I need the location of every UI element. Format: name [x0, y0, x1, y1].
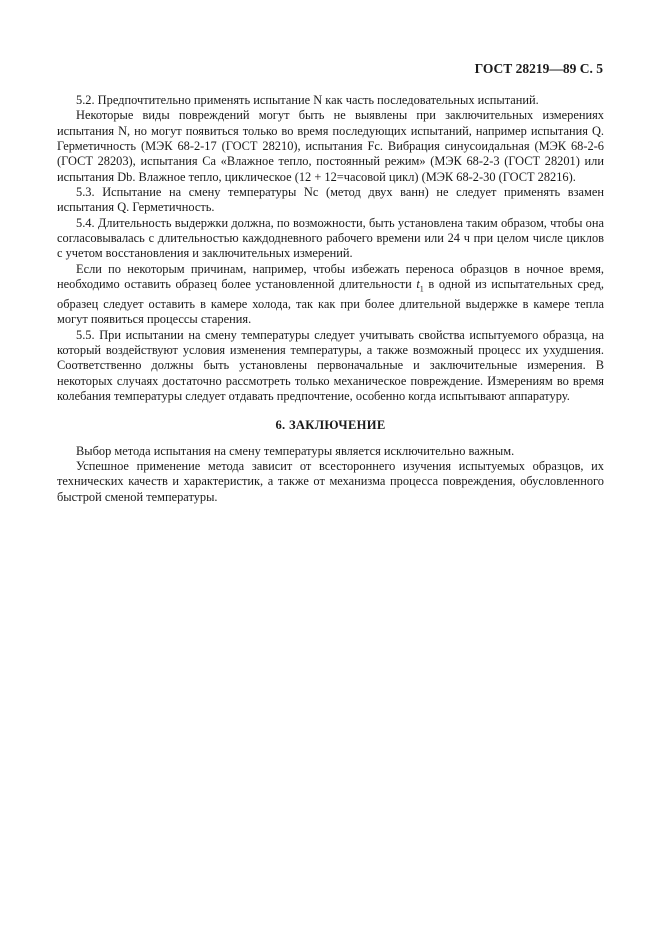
paragraph-5-3: 5.3. Испытание на смену температуры Nc (метод двух ванн) не следует применять взамен испытания Q. Герметичность. [57, 185, 604, 215]
paragraph: Успешное применение метода зависит от всестороннего изучения испытуемых образцов, их технических качеств и характеристик, а также от механизма процесса повреждения, обусловленного быстрой сменой температуры. [57, 459, 604, 504]
paragraph-5-4: 5.4. Длительность выдержки должна, по возможности, быть установлена таким образом, чтобы она согласовывалась с длительностью каждодневного рабочего времени или 24 ч при целом числе циклов с учетом восстановления и заключительных измерений. [57, 215, 604, 261]
paragraph-5-2: 5.2. Предпочтительно применять испытание N как часть последовательных испытаний. [76, 93, 539, 107]
document-body [57, 93, 604, 505]
section-heading: 6. ЗАКЛЮЧЕНИЕ [275, 418, 386, 433]
paragraph: Некоторые виды повреждений могут быть не выявлены при заключительных измерениях испытания N, но могут появиться только во время последующих испытаний, например испытания Q. Герметичность (МЭК 68-2-17 (ГОСТ 28210), испытания Fc. Вибрация синусоидальная (МЭК 68-2-6 (ГОСТ 28203), испытания Са «Влажное тепло, постоянный режим» (МЭК 68-2-3 (ГОСТ 28201) или испытания Db. Влажное тепло, циклическое (12 + 12=часовой цикл) (МЭК 68-2-30 (ГОСТ 28216). [57, 108, 604, 184]
paragraph: Выбор метода испытания на смену температуры является исключительно важным. [76, 443, 515, 458]
page-header: ГОСТ 28219—89 С. 5 [474, 61, 603, 76]
paragraph-5-5: 5.5. При испытании на смену температуры следует учитывать свойства испытуемого образца, на который воздействуют условия изменения температуры, а также возможный процесс их ухудшения. Соответственно должны быть установлены первоначальные и заключительные измерения. В некоторых случаях достаточно рассмотреть только механическое повреждение. Измерениям во время колебания температуры следует отдавать предпочтение, особенно когда испытывают аппаратуру. [57, 327, 604, 403]
paragraph: Если по некоторым причинам, например, чтобы избежать переноса образцов в ночное время, необходимо оставить образец более установленной длительности $t_1$ в одной из испытательных сред, образец следует оставить в камере холода, так как при более длительной выдержке в камере тепла могут появиться процессы старения. [57, 261, 604, 327]
